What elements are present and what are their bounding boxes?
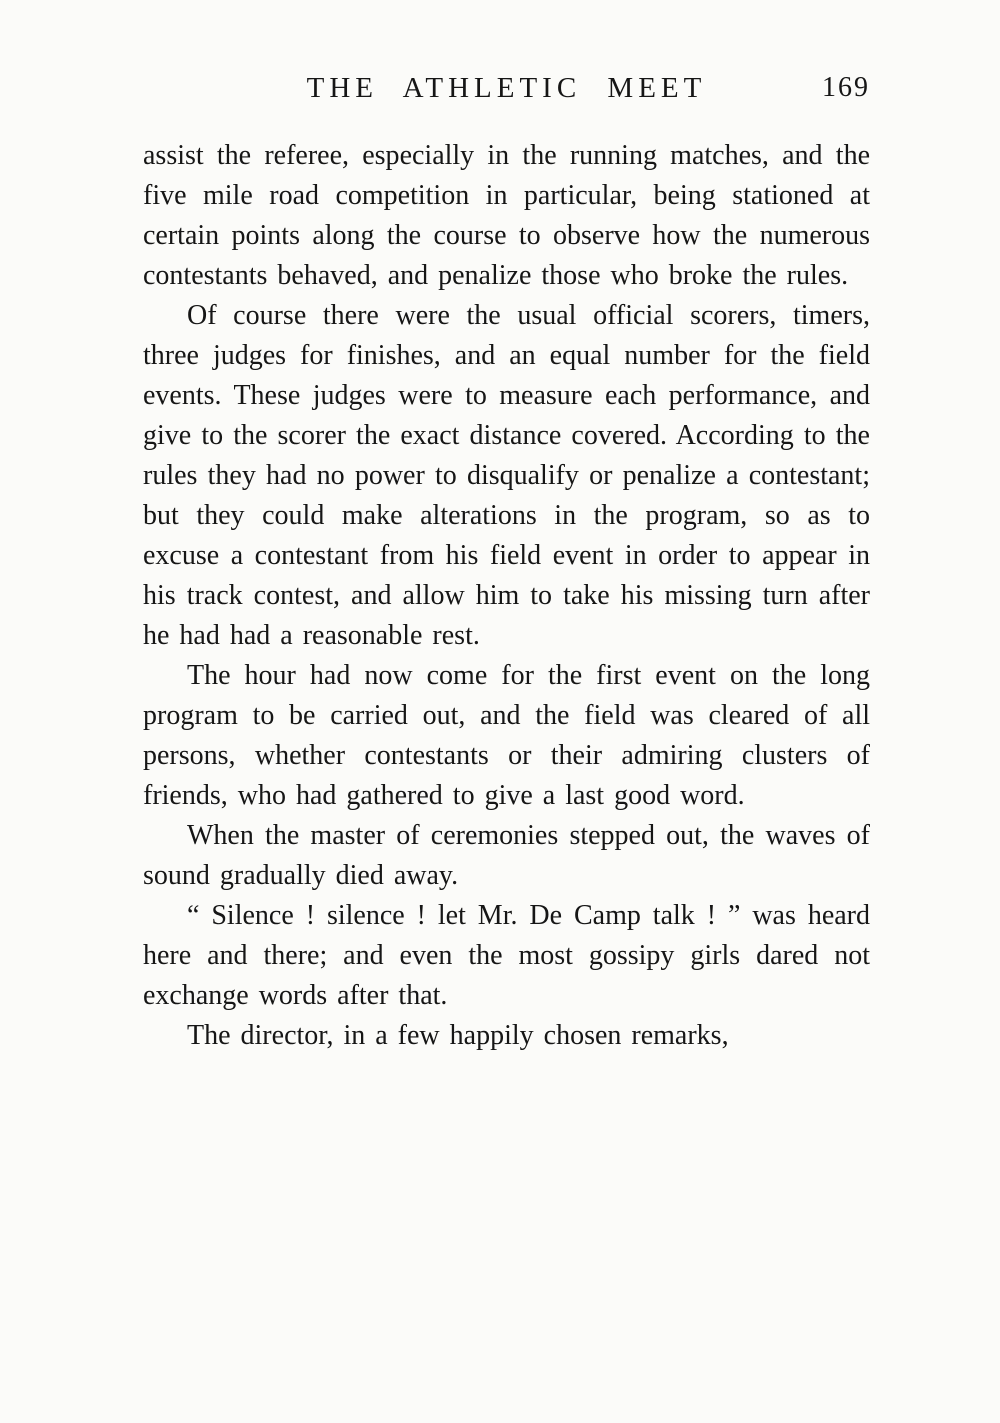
paragraph: “ Silence ! silence ! let Mr. De Camp talk ! ” was heard here and there; and even the most gossipy girls dared not exchange words after that. — [143, 900, 870, 1011]
page-number: 169 — [822, 72, 870, 103]
paragraph: The hour had now come for the first event on the long program to be carried out, and the field was cleared of all persons, whether contestants or their admiring clusters of friends, who had gathered to give a last good word. — [143, 660, 870, 811]
page-header — [143, 72, 870, 112]
paragraph: assist the referee, especially in the running matches, and the five mile road competition in particular, being stationed at certain points along the course to observe how the numerous contestants behaved, and penalize those who broke the rules. — [143, 140, 870, 291]
running-head-title: THE ATHLETIC MEET — [306, 72, 707, 104]
paragraph: When the master of ceremonies stepped out, the waves of sound gradually died away. — [143, 820, 870, 891]
paragraphs — [143, 136, 870, 1056]
paragraph: Of course there were the usual official scorers, timers, three judges for finishes, and an equal number for the field events. These judges were to measure each performance, and give to the scorer the exact distance covered. According to the rules they had no power to disqualify or penalize a contestant; but they could make alterations in the program, so as to excuse a contestant from his field event in order to appear in his track contest, and allow him to take his missing turn after he had had a reasonable rest. — [143, 300, 870, 651]
paragraph: The director, in a few happily chosen remarks, — [187, 1020, 729, 1051]
